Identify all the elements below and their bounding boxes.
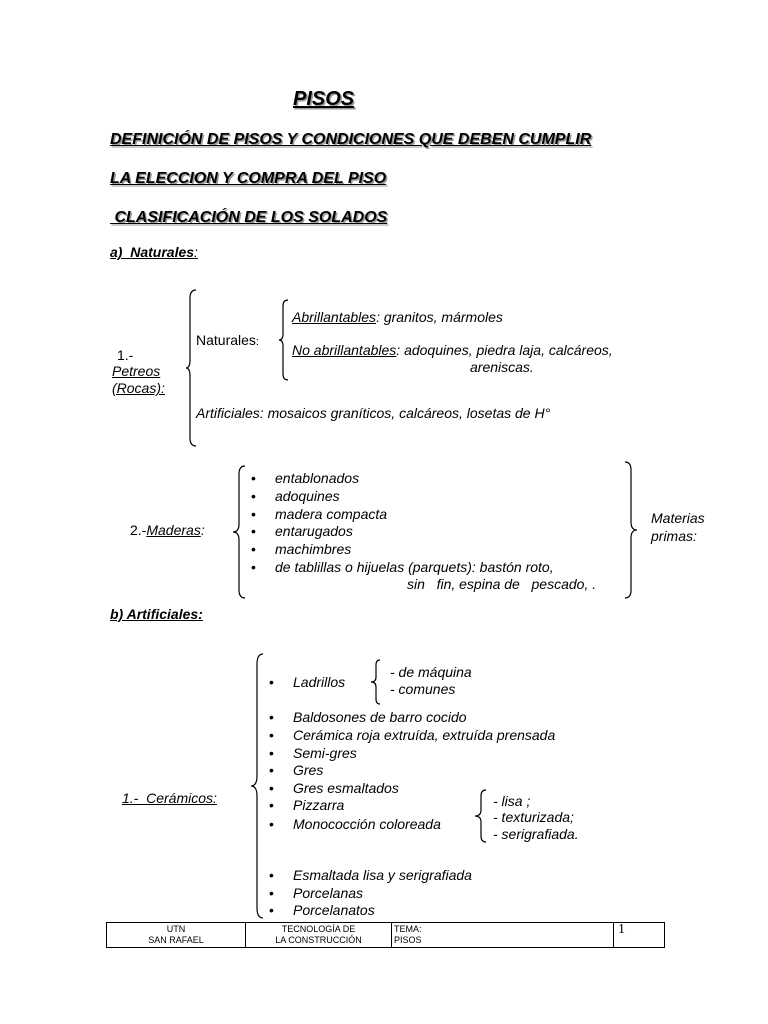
no-abrillantables-cont: areniscas. bbox=[470, 359, 534, 375]
footer-institution: UTN SAN RAFAEL bbox=[107, 923, 246, 948]
list-item: • entablonados bbox=[275, 470, 359, 486]
petreos-label: Petreos bbox=[112, 363, 161, 379]
abrillantables-line: Abrillantables: granitos, mármoles bbox=[292, 309, 503, 325]
ceramicos-label: 1.- Cerámicos: bbox=[122, 790, 217, 806]
monococcion-type: - lisa ; bbox=[493, 793, 531, 809]
list-item: • Porcelanas bbox=[293, 885, 363, 901]
list-item: • Ladrillos bbox=[293, 674, 345, 690]
naturales-sublabel: Naturales: bbox=[196, 332, 259, 348]
list-item: • Gres esmaltados bbox=[293, 780, 399, 796]
section-a-label: Naturales bbox=[130, 244, 195, 260]
section-a-colon: : bbox=[194, 244, 198, 260]
artificiales-line: Artificiales: mosaicos graníticos, calcáreos, losetas de H° bbox=[196, 405, 551, 421]
list-item: • madera compacta bbox=[275, 506, 387, 522]
list-item: • de tablillas o hijuelas (parquets): bastón roto, bbox=[275, 559, 554, 575]
list-item: • Monococción coloreada bbox=[293, 816, 441, 832]
ceramicos-brace bbox=[251, 654, 265, 918]
list-item: • Gres bbox=[293, 762, 323, 778]
maderas-brace-right bbox=[623, 462, 637, 598]
list-item-cont: sin fin, espina de pescado, . bbox=[407, 576, 597, 592]
page-title: PISOS bbox=[293, 88, 355, 110]
monococcion-brace bbox=[475, 790, 487, 842]
footer-table bbox=[106, 922, 665, 948]
ladrillos-type: - de máquina bbox=[390, 664, 472, 680]
maderas-brace-left bbox=[233, 466, 247, 598]
page-number: 1 bbox=[614, 923, 665, 948]
list-item: • adoquines bbox=[275, 488, 340, 504]
list-item: • Baldosones de barro cocido bbox=[293, 709, 467, 725]
petreos-rocas: (Rocas): bbox=[112, 380, 165, 396]
list-item: • Porcelanatos bbox=[293, 902, 375, 918]
footer-topic: TEMA: PISOS bbox=[392, 923, 614, 948]
heading-eleccion: LA ELECCION Y COMPRA DEL PISO bbox=[110, 170, 387, 187]
heading-definicion: DEFINICIÓN DE PISOS Y CONDICIONES QUE DEBEN CUMPLIR bbox=[110, 131, 592, 148]
monococcion-type: - texturizada; bbox=[493, 809, 574, 825]
list-item: • Semi-gres bbox=[293, 745, 357, 761]
section-a-heading bbox=[110, 244, 198, 260]
section-b-heading: b) Artificiales: bbox=[110, 606, 203, 622]
list-item: • machimbres bbox=[275, 541, 351, 557]
petreos-brace bbox=[186, 290, 198, 446]
materias-primas-2: primas: bbox=[651, 528, 697, 544]
maderas-label: 2.-Maderas: bbox=[130, 522, 205, 538]
section-a-letter: a) bbox=[110, 244, 123, 260]
naturales-brace bbox=[279, 300, 289, 380]
monococcion-type: - serigrafiada. bbox=[493, 826, 579, 842]
materias-primas-1: Materias bbox=[651, 510, 705, 526]
list-item: • Pizzarra bbox=[293, 797, 344, 813]
no-abrillantables-line: No abrillantables: adoquines, piedra laja, calcáreos, bbox=[292, 342, 613, 358]
ladrillos-type: - comunes bbox=[390, 681, 456, 697]
list-item: • Cerámica roja extruída, extruída prensada bbox=[293, 727, 555, 743]
petreos-number: 1.- bbox=[117, 347, 134, 363]
heading-clasificacion: CLASIFICACIÓN DE LOS SOLADOS bbox=[110, 209, 388, 226]
list-item: • entarugados bbox=[275, 523, 353, 539]
list-item: • Esmaltada lisa y serigrafiada bbox=[293, 867, 472, 883]
footer-course: TECNOLOGÍA DE LA CONSTRUCCIÓN bbox=[246, 923, 392, 948]
ladrillos-brace bbox=[371, 660, 381, 704]
